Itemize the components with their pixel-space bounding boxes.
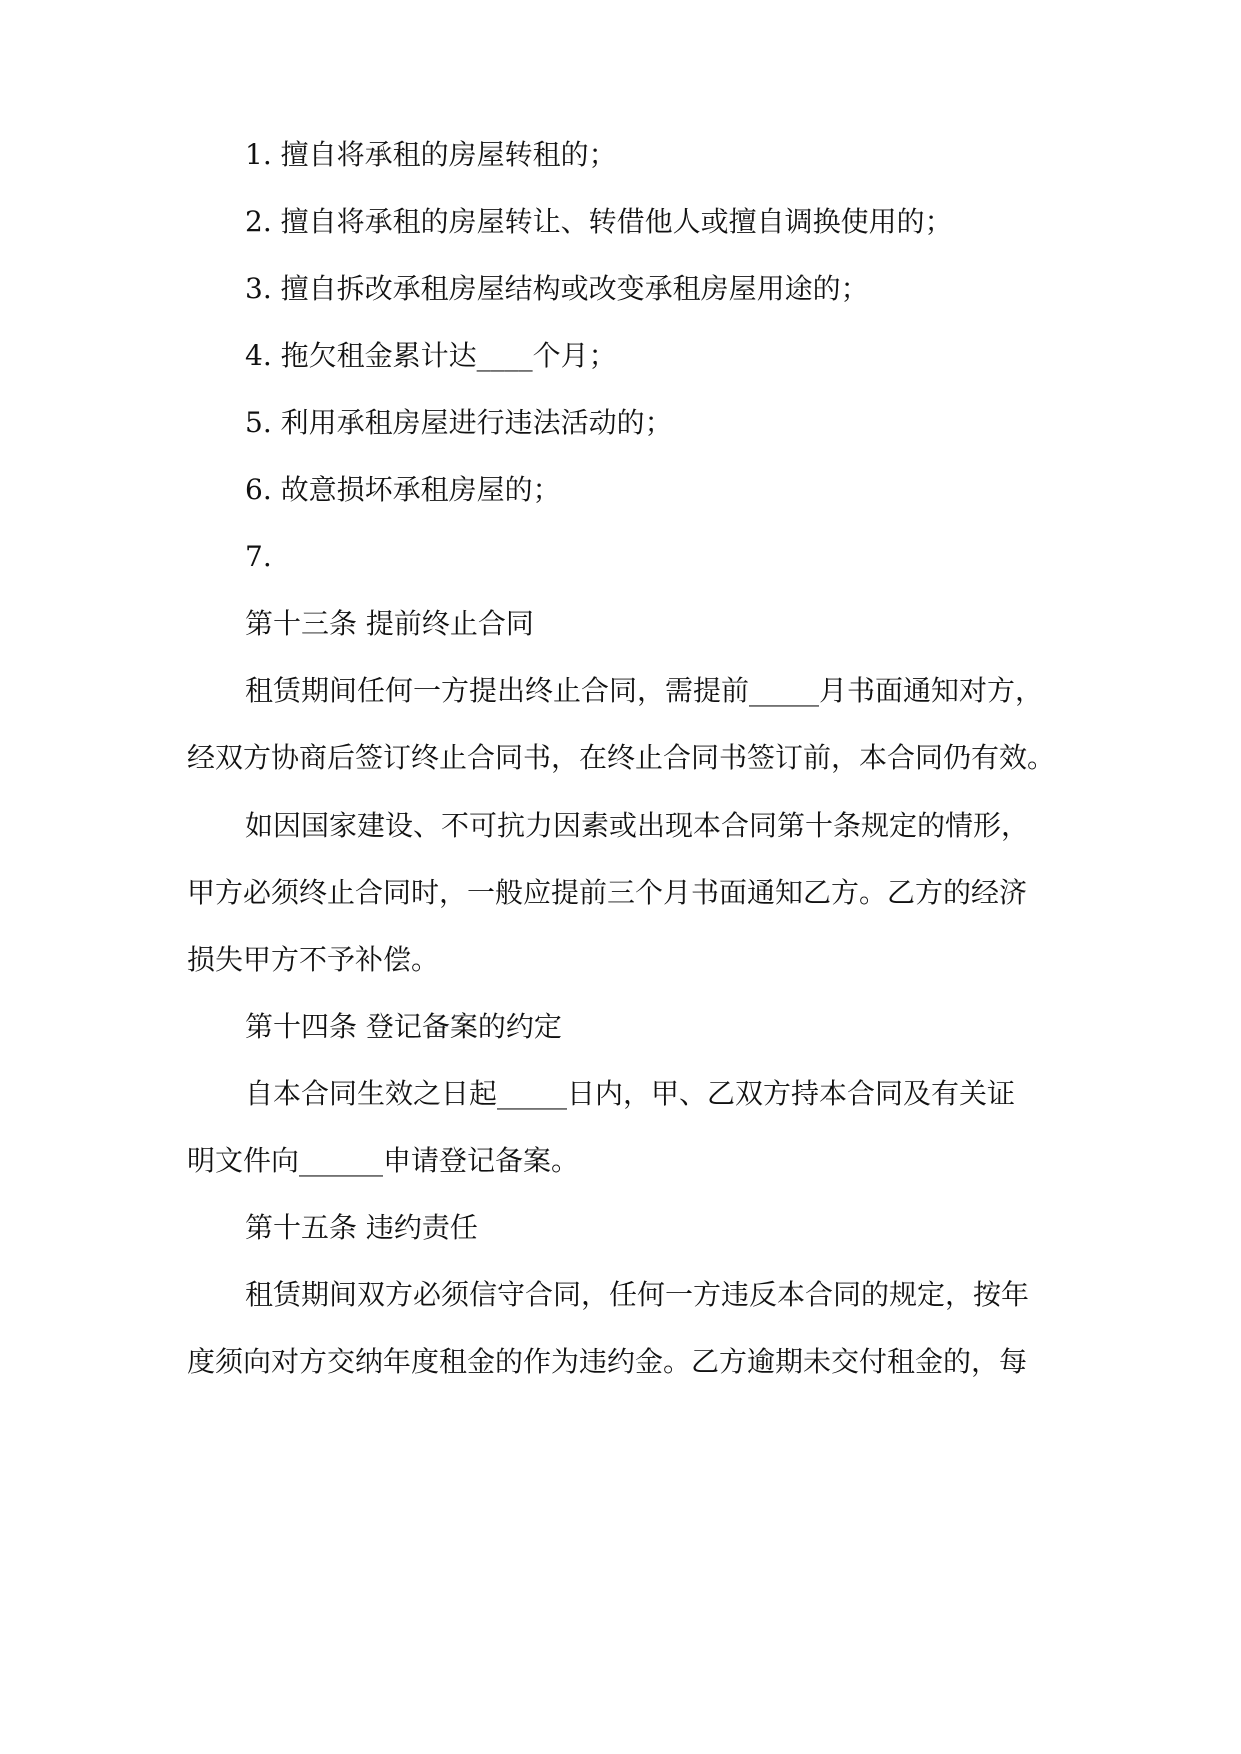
text-line: 明文件向______申请登记备案。 [187,1144,580,1177]
text-line: 自本合同生效之日起_____日内，甲、乙双方持本合同及有关证 [245,1077,1016,1110]
text-line: 5. 利用承租房屋进行违法活动的； [245,406,673,439]
text-line: 2. 擅自将承租的房屋转让、转借他人或擅自调换使用的； [245,205,953,238]
text-line: 7. [245,540,272,573]
text-line: 租赁期间双方必须信守合同，任何一方违反本合同的规定，按年 [245,1278,1030,1311]
text-line: 6. 故意损坏承租房屋的； [245,473,561,506]
text-line: 度须向对方交纳年度租金的作为违约金。乙方逾期未交付租金的，每 [187,1345,1028,1378]
section-heading: 第十五条 违约责任 [245,1211,478,1244]
text-line: 甲方必须终止合同时，一般应提前三个月书面通知乙方。乙方的经济 [187,876,1028,909]
text-line: 1. 擅自将承租的房屋转租的； [245,138,617,171]
text-line: 如因国家建设、不可抗力因素或出现本合同第十条规定的情形， [245,809,1030,842]
text-line: 租赁期间任何一方提出终止合同，需提前_____月书面通知对方， [245,674,1044,707]
text-line: 3. 擅自拆改承租房屋结构或改变承租房屋用途的； [245,272,869,305]
text-line: 损失甲方不予补偿。 [187,943,440,976]
section-heading: 第十三条 提前终止合同 [245,607,534,640]
section-heading: 第十四条 登记备案的约定 [245,1010,562,1043]
text-line: 经双方协商后签订终止合同书，在终止合同书签订前，本合同仍有效。 [187,741,1056,774]
text-line: 4. 拖欠租金累计达____个月； [245,339,617,372]
